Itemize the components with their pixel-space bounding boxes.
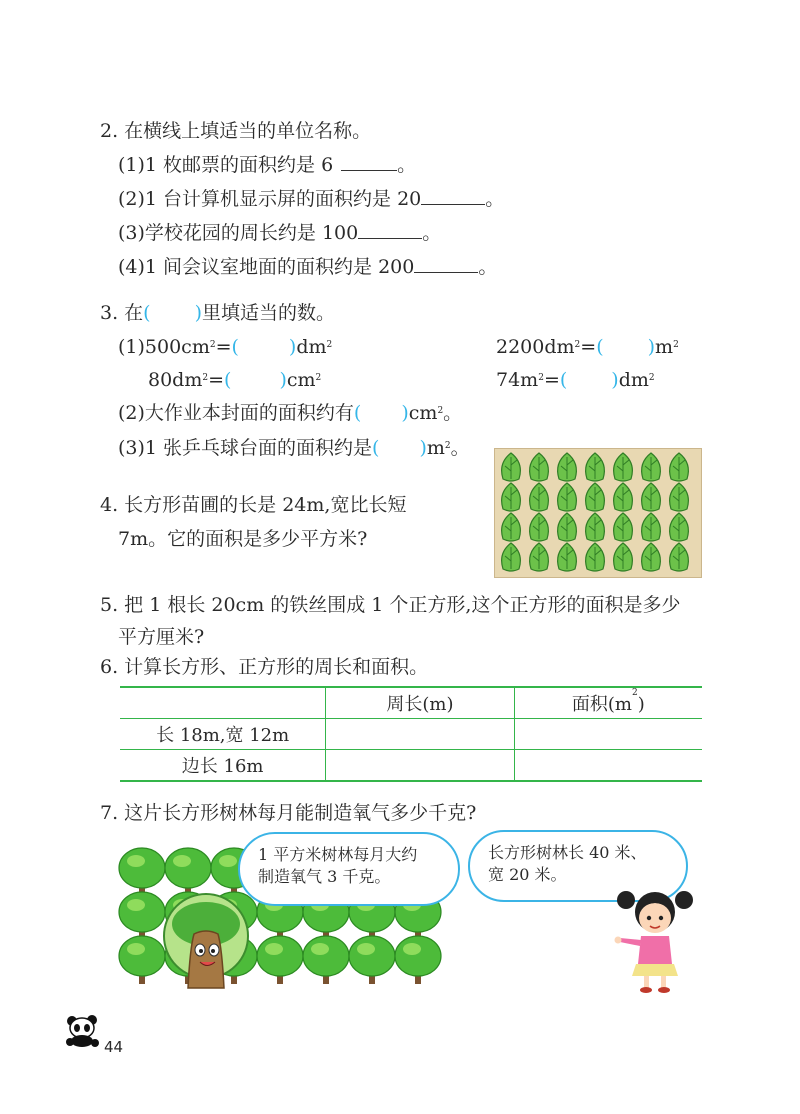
q3-r2b-unit-sq: 2: [648, 373, 655, 383]
q3-r2a-open: (: [224, 369, 232, 391]
nursery-illustration: [494, 448, 702, 578]
q2-item-2-blank[interactable]: [421, 186, 485, 205]
tree-bubble-line-1: 1 平方米树林每月大约: [258, 845, 418, 864]
q3-r2b-pre: 74m: [496, 369, 539, 391]
q3-r2b-sq: 2: [538, 373, 544, 383]
q3-title-post: 里填适当的数。: [202, 302, 336, 324]
q3-i2-unit-sq: 2: [437, 406, 444, 416]
q2-item-3: [118, 220, 441, 246]
tree-icon: [395, 936, 441, 984]
tree-speech-bubble: [238, 832, 460, 906]
page-number: 44: [104, 1038, 124, 1056]
q3-title-pre: 3. 在: [100, 302, 144, 324]
q3-r2b-unit: dm: [618, 369, 649, 391]
q3-i2-open: (: [353, 402, 362, 424]
q3-item-2: [118, 400, 462, 426]
q3-r2b-eq: =: [543, 369, 560, 391]
seedling-icon: [614, 453, 633, 481]
seedling-icon: [614, 513, 633, 541]
q3-i3-unit: m: [426, 437, 445, 459]
tree-icon: [119, 936, 165, 984]
q3-r1b-eq: =: [580, 336, 597, 358]
q3-r1a-eq: =: [215, 336, 232, 358]
q2-item-1: [118, 152, 416, 178]
seedling-icon: [670, 513, 689, 541]
tree-icon: [165, 848, 211, 896]
q3-i3-text: (3)1 张乒乓球台面的面积约是: [118, 437, 373, 459]
panda-icon: [64, 1014, 102, 1048]
tree-icon: [119, 848, 165, 896]
q3-i2-end: 。: [443, 402, 463, 424]
q2-item-2: [118, 186, 504, 212]
q3-r1a-unit-sq: 2: [326, 340, 333, 350]
q5-line-1: 5. 把 1 根长 20cm 的铁丝围成 1 个正方形,这个正方形的面积是多少: [100, 594, 681, 616]
q3-i2-text: (2)大作业本封面的面积约有: [118, 402, 354, 424]
q3-r1b-unit-sq: 2: [673, 340, 679, 350]
q3-i3-end: 。: [450, 437, 470, 459]
q3-r2a-close: ): [279, 369, 287, 391]
q3-r1a-unit: dm: [296, 336, 327, 358]
q5-line-2: 平方厘米?: [118, 626, 205, 648]
q2-item-4-text: (4)1 间会议室地面的面积约是 200: [118, 256, 415, 278]
table-header-area-close: ): [637, 694, 645, 715]
seedling-icon: [586, 483, 605, 511]
tree-icon: [303, 936, 349, 984]
girl-icon: [612, 880, 702, 996]
q3-i3-close: ): [419, 437, 427, 459]
q2-item-3-end: 。: [422, 222, 442, 244]
tree-icon: [119, 892, 165, 940]
q2-item-4-blank[interactable]: [414, 254, 478, 273]
seedling-icon: [530, 543, 549, 571]
q3-r1b-pre: 2200dm: [496, 336, 575, 358]
table-cell-square-area[interactable]: [514, 750, 702, 782]
q2-title: 2. 在横线上填适当的单位名称。: [100, 120, 372, 142]
table-header-perimeter: 周长(m): [326, 687, 514, 719]
q3-title-paren-open: (: [143, 302, 151, 324]
seedling-icon: [670, 543, 689, 571]
q3-r1a-sq: 2: [209, 340, 216, 350]
seedling-icon: [614, 543, 633, 571]
seedling-icon: [670, 483, 689, 511]
q2-item-2-text: (2)1 台计算机显示屏的面积约是 20: [118, 188, 422, 210]
seedling-icon: [586, 543, 605, 571]
seedling-icon: [530, 513, 549, 541]
q3-r2b-open: (: [559, 369, 568, 391]
seedling-icon: [614, 483, 633, 511]
q2-item-2-end: 。: [485, 188, 505, 210]
q2-item-1-text: (1)1 枚邮票的面积约是 6: [118, 154, 334, 176]
table-cell-rectangle-perimeter[interactable]: [326, 719, 514, 750]
girl-bubble-line-1: 长方形树林长 40 米、: [488, 843, 647, 862]
q3-r2a-eq: =: [208, 369, 225, 391]
table-cell-rectangle-area[interactable]: [514, 719, 702, 750]
seedling-icon: [642, 453, 661, 481]
table-header-area-text: 面积(m: [571, 694, 632, 715]
table-cell-square-perimeter[interactable]: [326, 750, 514, 782]
seedling-icon: [642, 513, 661, 541]
q3-r1b-open: (: [596, 336, 604, 358]
nursery-plants: [495, 449, 701, 577]
q3-r1a-open: (: [231, 336, 239, 358]
q2-item-4-end: 。: [478, 256, 498, 278]
q3-i3-unit-sq: 2: [444, 441, 451, 451]
seedling-icon: [586, 453, 605, 481]
q3-r1a-pre: (1)500cm: [118, 336, 210, 358]
seedling-icon: [642, 543, 661, 571]
seedling-icon: [502, 513, 521, 541]
q3-r2b-close: ): [611, 369, 619, 391]
q3-title: [100, 300, 335, 326]
q2-item-1-blank[interactable]: [341, 152, 397, 171]
q3-r1b-sq: 2: [574, 340, 581, 350]
q3-row1-left: [118, 334, 332, 360]
seedling-icon: [558, 513, 577, 541]
q2-item-4: [118, 254, 497, 280]
table-row: [120, 750, 702, 782]
table-header-row: [120, 687, 702, 719]
q2-item-3-text: (3)学校花园的周长约是 100: [118, 222, 359, 244]
q3-r1b-unit: m: [655, 336, 674, 358]
q7-title: 7. 这片长方形树林每月能制造氧气多少千克?: [100, 802, 477, 824]
q6-title: 6. 计算长方形、正方形的周长和面积。: [100, 656, 429, 678]
tree-icon: [349, 936, 395, 984]
seedling-icon: [530, 453, 549, 481]
tree-bubble-line-2: 制造氧气 3 千克。: [258, 867, 391, 886]
table-row-rectangle-label: 长 18m,宽 12m: [120, 719, 326, 750]
q4-line-1: 4. 长方形苗圃的长是 24m,宽比长短: [100, 494, 407, 516]
table-header-empty: [120, 687, 326, 719]
q3-title-paren-close: ): [194, 302, 203, 324]
q3-r2a-sq: 2: [202, 373, 209, 383]
seedling-icon: [558, 453, 577, 481]
seedling-icon: [502, 543, 521, 571]
seedling-icon: [586, 513, 605, 541]
seedling-icon: [530, 483, 549, 511]
q3-r2a-unit-sq: 2: [315, 373, 322, 383]
q3-row1-right: [496, 334, 679, 360]
q3-r1a-close: ): [288, 336, 297, 358]
q3-r2a-pre: 80dm: [148, 369, 203, 391]
seedling-icon: [502, 453, 521, 481]
girl-bubble-line-2: 宽 20 米。: [488, 865, 567, 884]
tree-icon: [257, 936, 303, 984]
q6-table: [120, 686, 702, 782]
seedling-icon: [558, 483, 577, 511]
q3-row2-left: [148, 367, 321, 393]
q3-row2-right: [496, 367, 655, 393]
q3-item-3: [118, 435, 470, 461]
table-header-area: [514, 687, 702, 719]
table-row: [120, 719, 702, 750]
q4-line-2: 7m。它的面积是多少平方米?: [118, 528, 368, 550]
seedling-icon: [502, 483, 521, 511]
q3-i3-open: (: [372, 437, 380, 459]
q3-r1b-close: ): [647, 336, 656, 358]
q2-item-3-blank[interactable]: [358, 220, 422, 239]
seedling-icon: [642, 483, 661, 511]
q3-i2-close: ): [401, 402, 409, 424]
q2-item-1-end: 。: [397, 154, 417, 176]
table-header-area-sq: 2: [631, 688, 638, 698]
seedling-icon: [558, 543, 577, 571]
table-row-square-label: 边长 16m: [120, 750, 326, 782]
seedling-icon: [670, 453, 689, 481]
q3-r2a-unit: cm: [286, 369, 316, 391]
q3-i2-unit: cm: [408, 402, 438, 424]
